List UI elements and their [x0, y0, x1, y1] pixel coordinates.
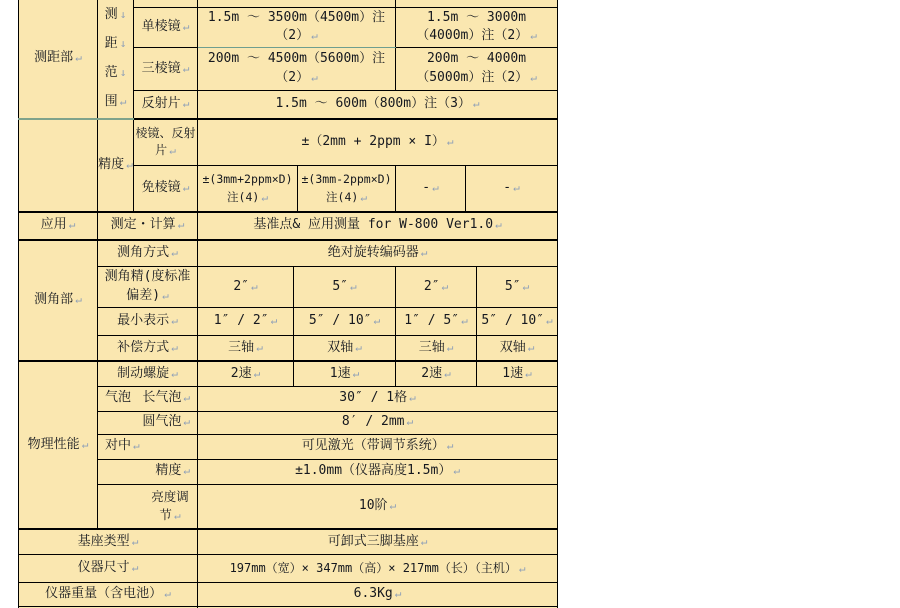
value-text: 8′ / 2mm — [341, 414, 405, 430]
label-base-type — [19, 529, 198, 554]
value-text: 5″ — [504, 278, 521, 294]
return-mark: ↵ — [173, 508, 181, 522]
value-text: - — [503, 180, 512, 196]
value-text: 30″ / 1格 — [339, 390, 408, 406]
return-mark: ↵ — [131, 534, 139, 548]
return-mark: ↵ — [530, 71, 537, 85]
label-text: 单棱镜 — [141, 18, 181, 34]
return-mark: ↵ — [420, 534, 428, 548]
value-text: 1″ / 5″ — [404, 312, 460, 328]
value-min-display-3 — [396, 307, 477, 335]
value-min-display-1 — [198, 307, 294, 335]
label-text: 补偿方式 — [117, 339, 170, 355]
return-mark: ↵ — [75, 293, 82, 307]
value-text: 1速 — [329, 365, 351, 381]
return-mark: ↵ — [81, 437, 89, 451]
label-text: 三棱镜 — [141, 60, 181, 76]
value-text: 200m ～ 4500m（5600m）注（2） — [207, 51, 386, 86]
value-compensation-3 — [396, 335, 477, 361]
value-compensation-4 — [477, 335, 558, 361]
group-edm-range-vertical — [98, 0, 134, 119]
group-angle — [19, 240, 98, 362]
return-mark: ↵ — [251, 279, 258, 293]
group-edm — [19, 0, 98, 119]
value-text: 基准点& 应用测量 for W-800 Ver1.0 — [253, 217, 494, 233]
value-text: 200m ～ 4000m（5000m）注（2） — [416, 51, 529, 86]
label-reflectorless — [134, 166, 198, 212]
value-single-prism-2 — [396, 7, 558, 48]
return-mark: ↵ — [182, 181, 190, 195]
value-text: 5″ — [332, 278, 349, 294]
value-angle-method — [198, 240, 558, 267]
label-circular-bubble — [98, 411, 198, 434]
vchar: 距 — [104, 35, 118, 51]
value-text: 2″ — [233, 278, 250, 294]
return-mark: ↵ — [131, 560, 139, 574]
label-text: 仪器尺寸 — [77, 559, 130, 575]
value-text: 可见激光（带调节系统） — [301, 438, 445, 454]
value-dimensions — [198, 554, 558, 582]
value-reflectorless-3 — [396, 166, 466, 212]
label-text-right — [142, 389, 190, 408]
label-text: 基座类型 — [77, 533, 130, 549]
value-circular-bubble — [198, 411, 558, 434]
label-text: 测角精(度标准偏差) — [104, 269, 191, 304]
return-mark: ↵ — [355, 340, 362, 354]
value-brake-screw-2 — [294, 361, 396, 386]
label-dimensions — [19, 554, 198, 582]
label-single-prism — [134, 7, 198, 48]
label-text: 免棱镜 — [141, 180, 181, 196]
value-reflectorless-1 — [198, 166, 298, 212]
value-text: 5″ / 10″ — [308, 312, 372, 328]
return-mark: ↵ — [311, 71, 318, 85]
label-centering-accuracy — [98, 459, 198, 484]
label-text: 圆气泡 — [142, 414, 182, 430]
label-angle-accuracy — [98, 267, 198, 308]
value-text: 1.5m ～ 600m（800m）注（3） — [275, 96, 471, 112]
value-text: 1速 — [502, 365, 524, 381]
label-text-left: 气泡 — [105, 390, 132, 406]
value-centering — [198, 434, 558, 459]
return-mark: ↵ — [441, 279, 449, 293]
return-mark: ↵ — [75, 51, 82, 65]
value-text: 5″ / 10″ — [481, 312, 545, 328]
linebreak-mark: ↓ — [119, 66, 127, 80]
value-brake-screw-1 — [198, 361, 294, 386]
label-reflector-sheet — [134, 91, 198, 119]
label-brake-screw — [98, 361, 198, 386]
vchar: 范 — [104, 64, 118, 80]
value-text: 三轴 — [418, 339, 445, 355]
return-mark: ↵ — [256, 340, 263, 354]
return-mark: ↵ — [183, 391, 190, 405]
return-mark: ↵ — [360, 191, 367, 205]
value-brightness — [198, 484, 558, 529]
value-single-prism-1 — [198, 7, 396, 48]
group-accuracy — [98, 119, 134, 212]
value-application — [198, 212, 558, 240]
label-min-display — [98, 307, 198, 335]
return-mark: ↵ — [446, 340, 454, 354]
value-min-display-4 — [477, 307, 558, 335]
value-brake-screw-4 — [477, 361, 558, 386]
return-mark: ↵ — [352, 366, 360, 380]
label-triple-prism — [134, 48, 198, 91]
return-mark: ↵ — [164, 586, 171, 600]
cell-cutoff-top-value-2 — [396, 0, 558, 7]
value-weight — [198, 582, 558, 606]
value-text: 绝对旋转编码器 — [327, 245, 419, 261]
label-text: 长气泡 — [142, 390, 182, 406]
value-angle-accuracy-1 — [198, 267, 294, 308]
return-mark: ↵ — [162, 289, 169, 303]
value-text: 2″ — [423, 278, 440, 294]
label-weight — [19, 582, 198, 606]
vchar: 围 — [104, 93, 118, 109]
value-reflectorless-4 — [466, 166, 558, 212]
return-mark: ↵ — [525, 366, 532, 380]
value-long-bubble — [198, 386, 558, 411]
return-mark: ↵ — [394, 586, 402, 600]
label-text: 仪器重量（含电池） — [45, 585, 163, 601]
label-angle-method — [98, 240, 198, 267]
value-text: - — [422, 180, 431, 196]
return-mark: ↵ — [177, 218, 185, 232]
label-application — [98, 212, 198, 240]
label-compensation — [98, 335, 198, 361]
value-brake-screw-3 — [396, 361, 477, 386]
label-text: 最小表示 — [117, 312, 170, 328]
cell-cutoff-top-value-1 — [198, 0, 396, 7]
value-text: ±1.0mm（仪器高度1.5m） — [295, 463, 452, 479]
value-angle-accuracy-4 — [477, 267, 558, 308]
value-text: 6.3Kg — [353, 585, 393, 601]
label-centering — [98, 434, 198, 459]
return-mark: ↵ — [169, 144, 176, 158]
value-prism-accuracy — [198, 119, 558, 166]
return-mark: ↵ — [119, 95, 127, 109]
return-mark: ↵ — [171, 246, 178, 260]
value-text: 197mm（宽）× 347mm（高）× 217mm（长）（主机） — [229, 560, 517, 575]
linebreak-mark: ↓ — [119, 37, 127, 51]
value-triple-prism-1 — [198, 48, 396, 91]
label-long-bubble — [98, 386, 198, 411]
value-text: 双轴 — [499, 339, 526, 355]
group-application — [19, 212, 98, 240]
value-angle-accuracy-3 — [396, 267, 477, 308]
return-mark: ↵ — [546, 313, 553, 327]
return-mark: ↵ — [406, 415, 414, 429]
return-mark: ↵ — [472, 97, 480, 111]
label-text: 制动螺旋 — [117, 365, 170, 381]
value-text: 1.5m ～ 3000m（4000m）注（2） — [416, 9, 529, 44]
return-mark: ↵ — [350, 279, 357, 293]
return-mark: ↵ — [527, 340, 535, 354]
return-mark: ↵ — [171, 366, 178, 380]
value-compensation-1 — [198, 335, 294, 361]
value-text: 双轴 — [327, 339, 354, 355]
value-text: 1″ / 2″ — [213, 312, 269, 328]
return-mark: ↵ — [171, 313, 178, 327]
return-mark: ↵ — [461, 313, 468, 327]
return-mark: ↵ — [68, 218, 76, 232]
return-mark: ↵ — [261, 191, 268, 205]
value-text: ±（2mm + 2ppm × I） — [301, 134, 445, 150]
group-edm-label: 测距部 — [34, 50, 74, 66]
return-mark: ↵ — [446, 135, 454, 149]
group-accuracy-spacer — [19, 119, 98, 212]
label-text: 对中 — [105, 438, 132, 454]
label-text: 棱镜、反射片 — [135, 126, 196, 158]
return-mark: ↵ — [446, 439, 454, 453]
return-mark: ↵ — [518, 561, 526, 575]
group-label: 精度 — [98, 156, 125, 172]
vchar: 测 — [104, 6, 118, 22]
value-base-type — [198, 529, 558, 554]
label-text-wrap — [147, 488, 193, 524]
label-text: 亮度调节 — [151, 488, 189, 522]
value-text: 三轴 — [228, 339, 255, 355]
value-text: 10阶 — [358, 498, 388, 514]
return-mark: ↵ — [270, 313, 278, 327]
return-mark: ↵ — [409, 391, 416, 405]
label-text: 测定・计算 — [110, 217, 176, 233]
return-mark: ↵ — [522, 279, 530, 293]
cell-cutoff-top-label — [134, 0, 198, 7]
label-text: 反射片 — [141, 96, 181, 112]
value-reflector-sheet — [198, 91, 558, 119]
group-label: 测角部 — [34, 292, 74, 308]
return-mark: ↵ — [126, 157, 133, 171]
return-mark: ↵ — [530, 29, 537, 43]
return-mark: ↵ — [182, 61, 190, 75]
value-angle-accuracy-2 — [294, 267, 396, 308]
return-mark: ↵ — [513, 181, 520, 195]
spec-table — [18, 0, 558, 608]
return-mark: ↵ — [311, 29, 318, 43]
return-mark: ↵ — [171, 340, 178, 354]
return-mark: ↵ — [183, 415, 190, 429]
value-centering-accuracy — [198, 459, 558, 484]
group-label: 物理性能 — [27, 436, 80, 452]
label-text: 测角方式 — [117, 245, 170, 261]
value-reflectorless-2 — [298, 166, 396, 212]
linebreak-mark: ↓ — [119, 8, 127, 22]
value-text: 1.5m ～ 3500m（4500m）注（2） — [207, 9, 386, 44]
value-min-display-2 — [294, 307, 396, 335]
label-text: 精度 — [155, 463, 182, 479]
vertical-text — [98, 1, 133, 117]
return-mark: ↵ — [420, 246, 428, 260]
return-mark: ↵ — [453, 464, 460, 478]
return-mark: ↵ — [432, 181, 439, 195]
value-text: 2速 — [421, 365, 443, 381]
return-mark: ↵ — [444, 366, 451, 380]
value-text: 2速 — [230, 365, 252, 381]
value-text: 可卸式三脚基座 — [327, 533, 419, 549]
value-text: ±(3mm+2ppm×D)注(4) — [202, 171, 293, 205]
group-physical — [19, 361, 98, 529]
return-mark: ↵ — [389, 499, 397, 513]
return-mark: ↵ — [495, 218, 502, 232]
return-mark: ↵ — [133, 439, 140, 453]
return-mark: ↵ — [373, 313, 381, 327]
return-mark: ↵ — [253, 366, 261, 380]
value-triple-prism-2 — [396, 48, 558, 91]
label-brightness — [98, 484, 198, 529]
return-mark: ↵ — [182, 97, 190, 111]
value-text: ±(3mm-2ppm×D)注(4) — [301, 171, 392, 205]
label-prism-accuracy — [134, 119, 198, 166]
group-label: 应用 — [40, 217, 67, 233]
value-compensation-2 — [294, 335, 396, 361]
return-mark: ↵ — [182, 19, 190, 33]
return-mark: ↵ — [183, 464, 190, 478]
